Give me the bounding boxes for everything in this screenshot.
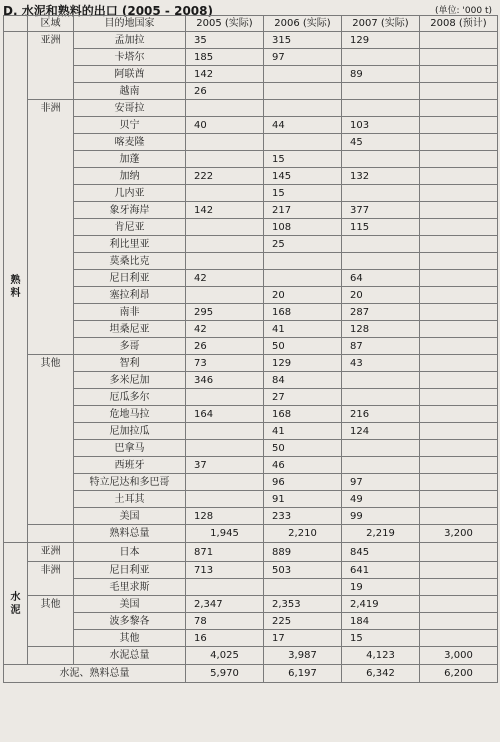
grand-total-y2007: 6,342 <box>342 665 420 683</box>
export-table <box>3 15 498 683</box>
category-cement: 水 泥 <box>4 543 28 665</box>
value-y2008 <box>420 304 498 321</box>
value-y2006: 217 <box>264 202 342 219</box>
country-cell: 安哥拉 <box>74 100 186 117</box>
value-y2007 <box>342 457 420 474</box>
table-row <box>4 134 498 151</box>
value-y2008 <box>420 613 498 630</box>
clinker-total-label: 熟料总量 <box>74 525 186 543</box>
value-y2006 <box>264 66 342 83</box>
grand-total-y2005: 5,970 <box>186 665 264 683</box>
total-spacer <box>28 525 74 543</box>
clinker-total-y2007: 2,219 <box>342 525 420 543</box>
table-row <box>4 32 498 49</box>
value-y2005: 222 <box>186 168 264 185</box>
table-row <box>4 321 498 338</box>
value-y2007: 845 <box>342 543 420 562</box>
country-cell: 利比里亚 <box>74 236 186 253</box>
country-cell: 贝宁 <box>74 117 186 134</box>
value-y2005 <box>186 389 264 406</box>
value-y2008 <box>420 185 498 202</box>
value-y2005 <box>186 236 264 253</box>
value-y2008 <box>420 287 498 304</box>
header-country: 目的地国家 <box>74 16 186 32</box>
country-cell: 南非 <box>74 304 186 321</box>
table-row <box>4 117 498 134</box>
value-y2007: 641 <box>342 562 420 579</box>
table-row <box>4 372 498 389</box>
value-y2007: 89 <box>342 66 420 83</box>
header-y2005: 2005 (实际) <box>186 16 264 32</box>
country-cell: 毛里求斯 <box>74 579 186 596</box>
country-cell: 危地马拉 <box>74 406 186 423</box>
value-y2007: 87 <box>342 338 420 355</box>
value-y2005: 346 <box>186 372 264 389</box>
value-y2007: 99 <box>342 508 420 525</box>
value-y2007: 287 <box>342 304 420 321</box>
value-y2005: 35 <box>186 32 264 49</box>
table-row <box>4 355 498 372</box>
table-row <box>4 440 498 457</box>
value-y2007 <box>342 49 420 66</box>
value-y2006: 84 <box>264 372 342 389</box>
value-y2007: 45 <box>342 134 420 151</box>
page-title: D. 水泥和熟料的出口 (2005 - 2008) <box>3 4 213 18</box>
value-y2007 <box>342 440 420 457</box>
value-y2008 <box>420 66 498 83</box>
total-spacer <box>28 647 74 665</box>
value-y2008 <box>420 596 498 613</box>
cement-total-label: 水泥总量 <box>74 647 186 665</box>
value-y2008 <box>420 117 498 134</box>
value-y2005: 185 <box>186 49 264 66</box>
value-y2006: 2,353 <box>264 596 342 613</box>
region-other: 其他 <box>28 355 74 525</box>
country-cell: 卡塔尔 <box>74 49 186 66</box>
clinker-total-y2006: 2,210 <box>264 525 342 543</box>
value-y2008 <box>420 355 498 372</box>
country-cell: 尼加拉瓜 <box>74 423 186 440</box>
value-y2007: 184 <box>342 613 420 630</box>
value-y2005: 16 <box>186 630 264 647</box>
value-y2007: 43 <box>342 355 420 372</box>
cement-total-row <box>4 647 498 665</box>
country-cell: 阿联酋 <box>74 66 186 83</box>
country-cell: 喀麦隆 <box>74 134 186 151</box>
country-cell: 孟加拉 <box>74 32 186 49</box>
table-row <box>4 338 498 355</box>
country-cell: 土耳其 <box>74 491 186 508</box>
value-y2005 <box>186 423 264 440</box>
region-asia: 亚洲 <box>28 32 74 100</box>
value-y2007: 19 <box>342 579 420 596</box>
country-cell: 厄瓜多尔 <box>74 389 186 406</box>
value-y2005: 871 <box>186 543 264 562</box>
table-row <box>4 304 498 321</box>
table-row <box>4 219 498 236</box>
value-y2005 <box>186 185 264 202</box>
country-cell: 莫桑比克 <box>74 253 186 270</box>
value-y2006 <box>264 270 342 287</box>
table-row <box>4 151 498 168</box>
country-cell: 几内亚 <box>74 185 186 202</box>
table-row <box>4 83 498 100</box>
country-cell: 尼日利亚 <box>74 270 186 287</box>
value-y2008 <box>420 83 498 100</box>
country-cell: 智利 <box>74 355 186 372</box>
value-y2005: 713 <box>186 562 264 579</box>
country-cell: 日本 <box>74 543 186 562</box>
country-cell: 越南 <box>74 83 186 100</box>
country-cell: 尼日利亚 <box>74 562 186 579</box>
value-y2006: 50 <box>264 440 342 457</box>
country-cell: 多米尼加 <box>74 372 186 389</box>
value-y2007: 20 <box>342 287 420 304</box>
clinker-total-y2005: 1,945 <box>186 525 264 543</box>
table-row <box>4 457 498 474</box>
value-y2006: 15 <box>264 185 342 202</box>
table-row <box>4 630 498 647</box>
table-row <box>4 236 498 253</box>
value-y2005 <box>186 253 264 270</box>
value-y2008 <box>420 562 498 579</box>
value-y2008 <box>420 151 498 168</box>
header-y2006: 2006 (实际) <box>264 16 342 32</box>
value-y2006 <box>264 579 342 596</box>
country-cell: 坦桑尼亚 <box>74 321 186 338</box>
value-y2005: 73 <box>186 355 264 372</box>
value-y2008 <box>420 423 498 440</box>
value-y2007 <box>342 151 420 168</box>
table-row <box>4 253 498 270</box>
value-y2007 <box>342 253 420 270</box>
value-y2006: 129 <box>264 355 342 372</box>
value-y2006: 145 <box>264 168 342 185</box>
table-row <box>4 270 498 287</box>
value-y2005 <box>186 579 264 596</box>
value-y2007: 15 <box>342 630 420 647</box>
value-y2008 <box>420 219 498 236</box>
value-y2008 <box>420 508 498 525</box>
value-y2008 <box>420 389 498 406</box>
value-y2006 <box>264 83 342 100</box>
value-y2006: 97 <box>264 49 342 66</box>
value-y2006: 168 <box>264 406 342 423</box>
value-y2008 <box>420 491 498 508</box>
country-cell: 美国 <box>74 508 186 525</box>
value-y2005 <box>186 474 264 491</box>
table-row <box>4 423 498 440</box>
header-region: 区域 <box>28 16 74 32</box>
table-row <box>4 49 498 66</box>
value-y2007 <box>342 83 420 100</box>
region-asia: 亚洲 <box>28 543 74 562</box>
value-y2008 <box>420 338 498 355</box>
value-y2006: 315 <box>264 32 342 49</box>
table-row <box>4 168 498 185</box>
table-row <box>4 543 498 562</box>
value-y2006: 96 <box>264 474 342 491</box>
value-y2008 <box>420 49 498 66</box>
value-y2008 <box>420 270 498 287</box>
value-y2007: 377 <box>342 202 420 219</box>
country-cell: 加纳 <box>74 168 186 185</box>
value-y2008 <box>420 372 498 389</box>
value-y2008 <box>420 321 498 338</box>
value-y2005: 37 <box>186 457 264 474</box>
table-row <box>4 596 498 613</box>
value-y2007 <box>342 372 420 389</box>
clinker-total-row <box>4 525 498 543</box>
value-y2005 <box>186 491 264 508</box>
value-y2005 <box>186 151 264 168</box>
value-y2008 <box>420 406 498 423</box>
value-y2008 <box>420 253 498 270</box>
value-y2005: 42 <box>186 270 264 287</box>
value-y2005: 2,347 <box>186 596 264 613</box>
value-y2005 <box>186 134 264 151</box>
value-y2008 <box>420 474 498 491</box>
value-y2006 <box>264 100 342 117</box>
value-y2005: 142 <box>186 202 264 219</box>
country-cell: 西班牙 <box>74 457 186 474</box>
value-y2006: 108 <box>264 219 342 236</box>
value-y2008 <box>420 32 498 49</box>
table-row <box>4 508 498 525</box>
value-y2005: 26 <box>186 83 264 100</box>
value-y2005 <box>186 100 264 117</box>
grand-total-y2008: 6,200 <box>420 665 498 683</box>
table-row <box>4 100 498 117</box>
table-row <box>4 613 498 630</box>
table-row <box>4 389 498 406</box>
table-row <box>4 562 498 579</box>
cement-total-y2007: 4,123 <box>342 647 420 665</box>
value-y2005: 128 <box>186 508 264 525</box>
grand-total-label: 水泥、熟料总量 <box>4 665 186 683</box>
value-y2006: 44 <box>264 117 342 134</box>
value-y2008 <box>420 440 498 457</box>
value-y2007 <box>342 100 420 117</box>
value-y2007: 132 <box>342 168 420 185</box>
value-y2007: 64 <box>342 270 420 287</box>
value-y2006: 50 <box>264 338 342 355</box>
value-y2007: 216 <box>342 406 420 423</box>
country-cell: 肯尼亚 <box>74 219 186 236</box>
country-cell: 塞拉利昂 <box>74 287 186 304</box>
value-y2008 <box>420 457 498 474</box>
value-y2006: 91 <box>264 491 342 508</box>
value-y2007: 97 <box>342 474 420 491</box>
header-category <box>4 16 28 32</box>
country-cell: 特立尼达和多巴哥 <box>74 474 186 491</box>
clinker-total-y2008: 3,200 <box>420 525 498 543</box>
value-y2008 <box>420 630 498 647</box>
country-cell: 波多黎各 <box>74 613 186 630</box>
value-y2006: 233 <box>264 508 342 525</box>
category-clinker: 熟 料 <box>4 32 28 543</box>
value-y2007: 115 <box>342 219 420 236</box>
table-row <box>4 202 498 219</box>
unit-label: (单位: '000 t) <box>435 6 492 16</box>
value-y2006: 20 <box>264 287 342 304</box>
value-y2005 <box>186 440 264 457</box>
value-y2006 <box>264 134 342 151</box>
value-y2005: 164 <box>186 406 264 423</box>
value-y2005: 42 <box>186 321 264 338</box>
header-y2007: 2007 (实际) <box>342 16 420 32</box>
cement-total-y2005: 4,025 <box>186 647 264 665</box>
country-cell: 多哥 <box>74 338 186 355</box>
table-row <box>4 474 498 491</box>
country-cell: 美国 <box>74 596 186 613</box>
cement-total-y2008: 3,000 <box>420 647 498 665</box>
header-row <box>4 16 498 32</box>
value-y2006: 15 <box>264 151 342 168</box>
country-cell: 其他 <box>74 630 186 647</box>
grand-total-row <box>4 665 498 683</box>
value-y2007: 49 <box>342 491 420 508</box>
table-row <box>4 185 498 202</box>
table-row <box>4 406 498 423</box>
grand-total-y2006: 6,197 <box>264 665 342 683</box>
country-cell: 象牙海岸 <box>74 202 186 219</box>
table-row <box>4 491 498 508</box>
value-y2006: 25 <box>264 236 342 253</box>
value-y2005 <box>186 287 264 304</box>
value-y2005: 40 <box>186 117 264 134</box>
value-y2008 <box>420 168 498 185</box>
country-cell: 巴拿马 <box>74 440 186 457</box>
value-y2007: 124 <box>342 423 420 440</box>
cement-total-y2006: 3,987 <box>264 647 342 665</box>
value-y2006 <box>264 253 342 270</box>
value-y2005: 78 <box>186 613 264 630</box>
value-y2008 <box>420 236 498 253</box>
region-other: 其他 <box>28 596 74 647</box>
value-y2008 <box>420 134 498 151</box>
value-y2006: 27 <box>264 389 342 406</box>
country-cell: 加蓬 <box>74 151 186 168</box>
table-row <box>4 66 498 83</box>
region-africa: 非洲 <box>28 100 74 355</box>
value-y2006: 17 <box>264 630 342 647</box>
value-y2007: 103 <box>342 117 420 134</box>
value-y2005 <box>186 219 264 236</box>
value-y2005: 26 <box>186 338 264 355</box>
value-y2007 <box>342 236 420 253</box>
value-y2007 <box>342 185 420 202</box>
value-y2008 <box>420 579 498 596</box>
value-y2006: 41 <box>264 423 342 440</box>
value-y2006: 225 <box>264 613 342 630</box>
value-y2008 <box>420 100 498 117</box>
value-y2006: 168 <box>264 304 342 321</box>
value-y2005: 142 <box>186 66 264 83</box>
value-y2007: 128 <box>342 321 420 338</box>
value-y2007: 129 <box>342 32 420 49</box>
region-africa: 非洲 <box>28 562 74 596</box>
table-row <box>4 287 498 304</box>
value-y2008 <box>420 543 498 562</box>
value-y2007: 2,419 <box>342 596 420 613</box>
value-y2007 <box>342 389 420 406</box>
table-row <box>4 579 498 596</box>
header-y2008: 2008 (预计) <box>420 16 498 32</box>
value-y2006: 46 <box>264 457 342 474</box>
value-y2006: 41 <box>264 321 342 338</box>
value-y2008 <box>420 202 498 219</box>
value-y2006: 503 <box>264 562 342 579</box>
value-y2006: 889 <box>264 543 342 562</box>
value-y2005: 295 <box>186 304 264 321</box>
